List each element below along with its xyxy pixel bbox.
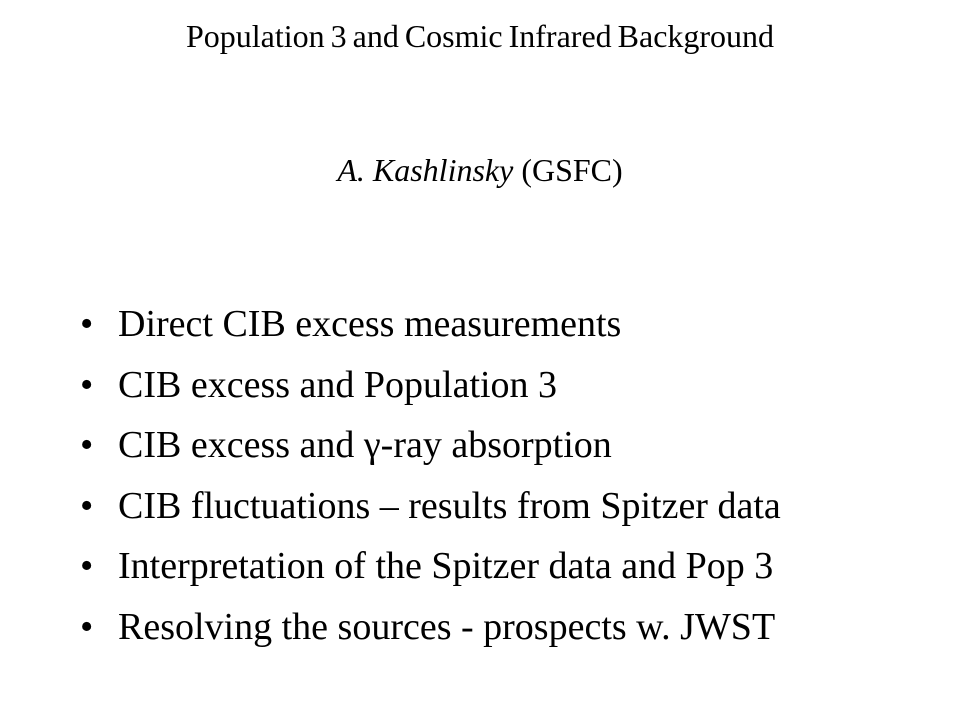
title-word: Background [617,18,775,54]
bullet-item [80,419,940,480]
title-word: Population [185,18,325,54]
title-word: and [352,18,399,54]
author-name: A. Kashlinsky [337,152,514,188]
bullet-item [80,601,940,662]
title-word: Cosmic [404,18,503,54]
title-word: 3 [330,18,347,54]
bullet-text: CIB excess and γ-ray absorption [118,424,612,466]
slide-title [0,14,960,58]
bullet-text: Interpretation of the Spitzer data and Pop 3 [118,545,774,587]
bullet-item [80,298,940,359]
author-line [0,148,960,192]
bullet-text: CIB fluctuations – results from Spitzer data [118,484,781,527]
author-affiliation: (GSFC) [521,152,623,188]
title-word: Infrared [508,18,612,54]
bullet-item [80,359,940,420]
bullet-text: Direct CIB excess measurements [118,303,622,345]
bullet-icon: • [80,484,94,527]
bullet-list [80,298,940,661]
bullet-icon: • [80,303,94,345]
bullet-text: CIB excess and Population 3 [118,363,558,406]
bullet-icon: • [80,545,94,587]
bullet-item [80,480,940,541]
bullet-icon: • [80,363,94,406]
bullet-text: Resolving the sources - prospects w. JWST [118,605,776,648]
bullet-item [80,540,940,601]
bullet-icon: • [80,605,94,648]
bullet-icon: • [80,424,94,466]
